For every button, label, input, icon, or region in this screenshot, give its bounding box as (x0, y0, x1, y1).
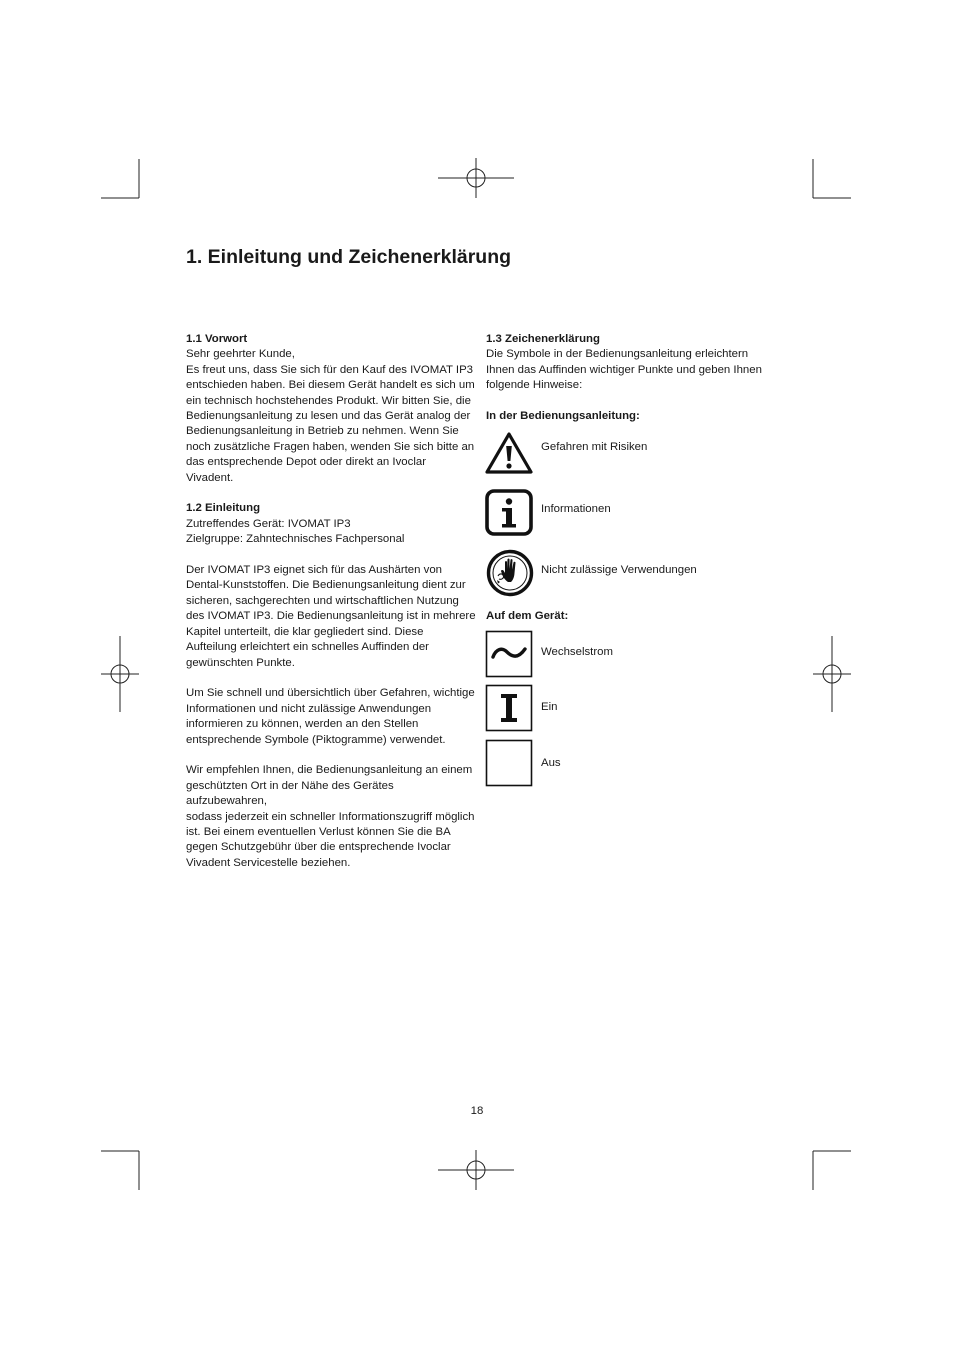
text-line: Vivadent Servicestelle beziehen. (186, 856, 351, 869)
text-line: geschützten Ort in der Nähe des Gerätes aufzubewahren, (186, 779, 394, 808)
section-heading-vorwort: 1.1 Vorwort (186, 333, 248, 345)
text-line: Um Sie schnell und übersichtlich über Gefahren, wichtige (186, 687, 475, 700)
text-line: noch zusätzliche Fragen haben, wenden Sie sich bitte an (186, 440, 475, 453)
registration-mark-bottom (438, 1150, 514, 1190)
text-line: Ihnen das Auffinden wichtiger Punkte und geben Ihnen (486, 363, 762, 376)
text-line: Der IVOMAT IP3 eignet sich für das Aushärten von (186, 564, 442, 577)
symbol-label-prohibited: Nicht zulässige Verwendungen (541, 564, 697, 576)
text-line: Wir empfehlen Ihnen, die Bedienungsanleitung an einem (186, 764, 473, 777)
left-column (186, 332, 476, 871)
text-line: Kapitel unterteilt, die klar gegliedert sind. Diese (186, 625, 424, 638)
text-line: das entsprechende Depot oder direkt an Ivoclar Vivadent. (186, 456, 426, 484)
symbol-label-information: Informationen (541, 503, 611, 515)
text-line: ist. Bei einem eventuellen Verlust können Sie die BA (186, 825, 451, 838)
page-title: 1. Einleitung und Zeichenerklärung (186, 246, 512, 268)
stop-hand-icon (486, 549, 534, 597)
text-line: des IVOMAT IP3. Die Bedienungsanleitung ist in mehrere (186, 610, 476, 623)
text-line: sodass jederzeit ein schneller Informationszugriff möglich (186, 810, 475, 823)
manual-symbols-heading: In der Bedienungsanleitung: (486, 410, 640, 422)
text-line: Die Symbole in der Bedienungsanleitung erleichtern (486, 348, 749, 361)
symbol-label-danger: Gefahren mit Risiken (541, 441, 648, 453)
text-line: Sehr geehrter Kunde, (186, 348, 295, 361)
text-line: Informationen und nicht zulässige Anwendungen (186, 702, 432, 715)
info-icon (485, 489, 533, 536)
text-line: entschieden haben. Bei diesem Gerät handelt es sich um (186, 379, 475, 392)
text-line: Bedienungsanleitung in Betrieb zu nehmen. Wenn Sie (186, 425, 459, 438)
device-symbols-heading: Auf dem Gerät: (486, 610, 569, 622)
text-line: Dental-Kunststoffen. Die Bedienungsanleitung dient zur (186, 579, 466, 592)
text-line: folgende Hinweise: (486, 379, 583, 392)
power-off-icon (485, 739, 533, 787)
text-line: Bedienungsanleitung zu lesen und das Gerät analog der (186, 410, 471, 423)
section-heading-zeichenerklaerung: 1.3 Zeichenerklärung (486, 333, 600, 345)
text-line: gewünschten Punkte. (186, 656, 295, 669)
right-column-intro (486, 332, 771, 394)
text-line: Zielgruppe: Zahntechnisches Fachpersonal (186, 533, 405, 546)
page-number: 18 (470, 1105, 484, 1117)
power-on-icon (485, 684, 533, 732)
registration-mark-left (101, 636, 139, 712)
warning-triangle-icon (485, 432, 533, 474)
text-line: entsprechende Symbole (Piktogramme) verwendet. (186, 733, 446, 746)
text-line: Es freut uns, dass Sie sich für den Kauf des IVOMAT IP3 (186, 363, 474, 376)
text-line: Zutreffendes Gerät: IVOMAT IP3 (186, 517, 351, 530)
registration-mark-top (438, 158, 514, 198)
symbol-label-ac: Wechselstrom (541, 646, 613, 658)
symbol-label-off: Aus (541, 757, 561, 769)
text-line: ein technisch hochstehendes Produkt. Wir bitten Sie, die (186, 394, 471, 407)
registration-mark-right (813, 636, 851, 712)
text-line: informieren zu können, werden an den Stellen (186, 718, 419, 731)
section-heading-einleitung: 1.2 Einleitung (186, 502, 261, 515)
text-line: gegen Schutzgebühr über die entsprechende Ivoclar (186, 841, 451, 854)
text-line: sicheren, sachgerechten und wirtschaftlichen Nutzung (186, 594, 459, 607)
symbol-label-on: Ein (541, 701, 558, 713)
text-line: Aufteilung erleichtert ein schnelles Auffinden der (186, 641, 429, 654)
alternating-current-icon (485, 630, 533, 678)
